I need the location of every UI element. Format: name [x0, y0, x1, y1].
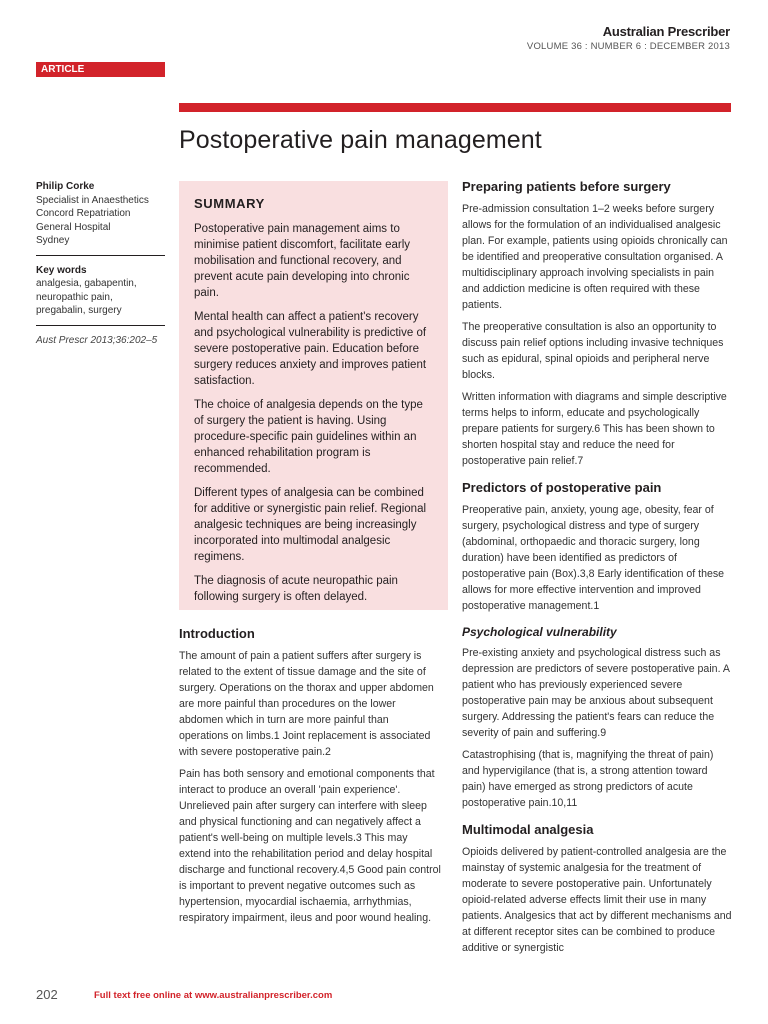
multimodal-heading: Multimodal analgesia	[462, 822, 594, 837]
keywords-heading: Key words	[36, 264, 87, 276]
sidebar-divider	[36, 255, 165, 256]
affiliation-line: Specialist in Anaesthetics	[36, 194, 149, 206]
summary-paragraph: The diagnosis of acute neuropathic pain following surgery is often delayed.	[194, 575, 398, 603]
psychological-heading: Psychological vulnerability	[462, 625, 617, 639]
predictors-heading: Predictors of postoperative pain	[462, 480, 662, 495]
publication-logo: Australian Prescriber	[602, 24, 730, 39]
masthead	[527, 24, 730, 52]
affiliation-line: Concord Repatriation	[36, 208, 131, 219]
body-paragraph: Pre-existing anxiety and psychological distress such as depression are predictors of severe postoperative pain. A patient who has previously experienced severe postoperative pain may be anxious about subsequent surgery. Addressing the patient's fears can reduce the severity of pain and suffering.9	[462, 647, 730, 739]
page-footer	[36, 987, 732, 1005]
affiliation-line: General Hospital	[36, 221, 111, 233]
body-paragraph: The amount of pain a patient suffers after surgery is related to the extent of tissue damage and the site of surgery. Operations on the thorax and upper abdomen are more painful than procedures on the lower abdomen which in turn are more painful than operations on limbs.1 Joint replacement is associated with severe postoperative pain.2	[179, 650, 434, 758]
citation: Aust Prescr 2013;36:202–5	[36, 334, 158, 346]
summary-paragraph: The choice of analgesia depends on the type of surgery the patient is having. Using procedure-specific pain guidelines within an enhanced rehabilitation program is recommended.	[194, 399, 423, 475]
title-rule	[179, 103, 731, 112]
page-number: 202	[36, 987, 58, 1002]
body-paragraph: Pre-admission consultation 1–2 weeks before surgery allows for the formulation of an individualised analgesic plan. For example, patients using opioids chronically can be identified and preoperative consultation organised. A multidisciplinary approach involving specialists in pain and addiction medicine is often required with these patients.	[462, 203, 728, 311]
website-link[interactable]: Full text free online at www.australianprescriber.com	[94, 990, 333, 1001]
keywords-line: neuropathic pain,	[36, 291, 113, 303]
summary-paragraph: Postoperative pain management aims to minimise patient discomfort, facilitate early mobilisation and functional recovery, and prevent acute pain developing into chronic pain.	[194, 223, 411, 299]
body-paragraph: Catastrophising (that is, magnifying the threat of pain) and hypervigilance (that is, a strong attention toward pain) have emerged as strong predictors of acute postoperative pain.10,11	[462, 749, 714, 809]
issue-info: VOLUME 36 : NUMBER 6 : DECEMBER 2013	[526, 41, 730, 52]
keywords-line: analgesia, gabapentin,	[36, 278, 137, 289]
body-paragraph: The preoperative consultation is also an opportunity to discuss pain relief options including invasive techniques such as epidural, spinal opioids and peripheral nerve blocks.	[462, 321, 724, 381]
page-title: Postoperative pain management	[179, 126, 542, 154]
preparing-heading: Preparing patients before surgery	[462, 179, 671, 194]
body-paragraph: Pain has both sensory and emotional components that interact to produce an overall 'pain experience'. Unrelieved pain after surgery can interfere with sleep and physical functioning and can negatively affect a patient's well-being on multiple levels.3 This may extend into the rehabilitation period and delay hospital discharge and functional recovery.4,5 Good pain control is important to prevent negative outcomes such as hypertension, myocardial ischaemia, arrhythmias, respiratory impairment, ileus and poor wound healing.	[179, 768, 441, 924]
article-tag: ARTICLE	[36, 62, 165, 77]
body-paragraph: Opioids delivered by patient-controlled analgesia are the mainstay of systemic analgesia for the treatment of moderate to severe postoperative pain. Unfortunately opioid-related adverse effects limit their use in many patients. Analgesics that act by different mechanisms and at different receptor sites can be combined to produce additive or synergistic	[462, 846, 732, 954]
left-column	[179, 625, 441, 932]
introduction-heading: Introduction	[179, 626, 255, 641]
body-paragraph: Written information with diagrams and simple descriptive terms helps to inform, educate and psychologically prepare patients for surgery.6 This has been shown to shorten hospital stay and reduce the need for postoperative pain relief.7	[462, 391, 727, 467]
body-paragraph: Preoperative pain, anxiety, young age, obesity, fear of surgery, psychological distress and type of surgery (abdominal, orthopaedic and thoracic surgery, long duration) have been identified as predictors of postoperative pain (Box).3,8 Early identification of these allows for more effective intervention and improved postoperative management.1	[462, 504, 725, 612]
summary-heading: SUMMARY	[194, 196, 265, 211]
summary-box	[179, 181, 448, 610]
author-sidebar	[36, 180, 165, 347]
right-column	[462, 178, 732, 962]
author-name: Philip Corke	[36, 181, 95, 192]
summary-paragraph: Different types of analgesia can be combined for additive or synergistic pain relief. Regional analgesic techniques are being increasingly incorporated into multimodal analgesic regimens.	[194, 487, 427, 563]
keywords-line: pregabalin, surgery	[36, 305, 122, 316]
affiliation-line: Sydney	[36, 235, 70, 246]
sidebar-divider	[36, 325, 165, 326]
summary-paragraph: Mental health can affect a patient's recovery and psychological vulnerability is predictive of severe postoperative pain. Education before surgery reduces anxiety and improves patient satisfaction.	[194, 311, 427, 387]
